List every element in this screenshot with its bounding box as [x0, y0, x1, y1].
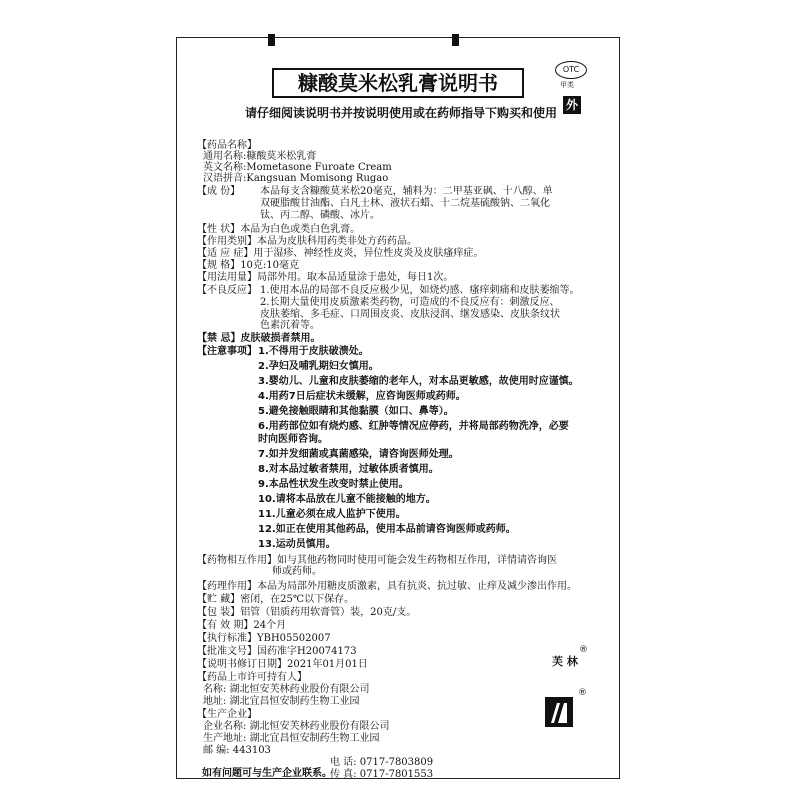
precaution-item: 8.对本品过敏者禁用，过敏体质者慎用。 — [258, 464, 439, 475]
external-use-mark: 外 — [563, 96, 581, 114]
composition-line: 双硬脂酸甘油酯、白凡士林、液状石蜡、十二烷基硫酸钠、二氧化 — [260, 198, 550, 209]
manufacturer-fax-row: 传 真: 0717-7801553 — [330, 769, 434, 780]
section-interaction: 【药物相互作用】如与其他药物同时使用可能会发生药物相互作用，详情请咨询医 — [197, 555, 557, 566]
precaution-item: 时向医师咨询。 — [258, 434, 328, 445]
adverse-line: 色素沉着等。 — [260, 320, 320, 331]
precaution-item: 10.请将本品放在儿童不能接触的地方。 — [258, 494, 436, 505]
english-name-row: 英文名称:Mometasone Furoate Cream — [203, 162, 392, 173]
section-package: 【包 装】铝管（铝质药用软膏管）装，20克/支。 — [197, 607, 417, 618]
pinyin-name-row: 汉语拼音:Kangsuan Momisong Rugao — [203, 173, 389, 184]
section-composition: 【成 份】 — [197, 186, 241, 197]
section-storage: 【贮 藏】密闭，在25℃以下保存。 — [197, 594, 355, 605]
section-properties: 【性 状】本品为白色或类白色乳膏。 — [197, 224, 361, 235]
document-subtitle: 请仔细阅读说明书并按说明使用或在药师指导下购买和使用 — [244, 106, 557, 120]
section-adverse: 【不良反应】 — [197, 285, 257, 296]
adverse-line: 皮肤萎缩、多毛症、口周围皮炎、皮肤浸润、继发感染、皮肤条纹状 — [260, 309, 560, 320]
section-contraindication: 【禁 忌】皮肤破损者禁用。 — [197, 333, 321, 344]
section-mah: 【药品上市许可持有人】 — [197, 672, 307, 683]
brand-registered-mark: ® — [579, 645, 588, 655]
otc-badge: OTC — [555, 61, 587, 79]
manufacturer-phone-row: 电 话: 0717-7803809 — [330, 757, 434, 768]
interaction-line: 师或药师。 — [272, 566, 322, 577]
section-drug-name: 【药品名称】 — [197, 140, 257, 151]
section-validity: 【有 效 期】24个月 — [197, 620, 287, 631]
otc-class: 甲类 — [560, 81, 574, 89]
top-notch-right — [452, 34, 459, 46]
precaution-item: 12.如正在使用其他药品，使用本品前请咨询医师或药师。 — [258, 524, 516, 535]
document-title: 糠酸莫米松乳膏说明书 — [272, 68, 524, 98]
precaution-item: 2.孕妇及哺乳期妇女慎用。 — [258, 361, 379, 372]
precaution-item: 1.不得用于皮肤破溃处。 — [258, 346, 369, 357]
precaution-item: 9.本品性状发生改变时禁止使用。 — [258, 479, 409, 490]
footer-contact-note: 如有问题可与生产企业联系。 — [202, 768, 332, 779]
section-indication: 【适 应 症】用于湿疹、神经性皮炎，异位性皮炎及皮肤瘙痒症。 — [197, 248, 484, 259]
section-revision-date: 【说明书修订日期】2021年01月01日 — [197, 659, 368, 670]
precaution-item: 5.避免接触眼睛和其他黏膜（如口、鼻等）。 — [258, 406, 454, 417]
section-spec: 【规 格】10克:10毫克 — [197, 260, 300, 271]
composition-line: 钛、丙二醇、磷酸、冰片。 — [260, 210, 380, 221]
manufacturer-postcode-row: 邮 编: 443103 — [203, 745, 271, 756]
section-dosage: 【用法用量】局部外用。取本品适量涂于患处，每日1次。 — [197, 272, 454, 283]
composition-line: 本品每支含糠酸莫米松20毫克，辅料为：二甲基亚砜、十八醇、单 — [260, 186, 553, 197]
precaution-item: 11.儿童必须在成人监护下使用。 — [258, 509, 406, 520]
precaution-item: 4.用药7日后症状未缓解，应咨询医师或药师。 — [258, 391, 466, 402]
manufacturer-address-row: 生产地址: 湖北宜昌恒安制药生物工业园 — [203, 733, 380, 744]
section-pharmacology: 【药理作用】本品为局部外用糖皮质激素，具有抗炎、抗过敏、止痒及减少渗出作用。 — [197, 581, 577, 592]
precaution-item: 6.用药部位如有烧灼感、红肿等情况应停药，并将局部药物洗净，必要 — [258, 421, 569, 432]
section-manufacturer: 【生产企业】 — [197, 709, 257, 720]
section-approval: 【批准文号】国药准字H20074173 — [197, 646, 357, 657]
generic-name-row: 通用名称:糠酸莫米松乳膏 — [203, 151, 317, 162]
mah-name-row: 名称: 湖北恒安芙林药业股份有限公司 — [203, 684, 370, 695]
company-logo-icon — [545, 697, 573, 727]
logo-registered-mark: ® — [578, 688, 587, 698]
precaution-item: 7.如并发细菌或真菌感染，请咨询医师处理。 — [258, 449, 459, 460]
adverse-line: 2.长期大量使用皮质激素类药物，可造成的不良反应有：刺激反应、 — [260, 297, 560, 308]
mah-address-row: 地址: 湖北宜昌恒安制药生物工业园 — [203, 696, 360, 707]
adverse-line: 1.使用本品的局部不良反应极少见，如烧灼感、瘙痒刺痛和皮肤萎缩等。 — [260, 285, 580, 296]
precaution-item: 13.运动员慎用。 — [258, 539, 336, 550]
precaution-item: 3.婴幼儿、儿童和皮肤萎缩的老年人，对本品更敏感，故使用时应谨慎。 — [258, 376, 579, 387]
section-precautions: 【注意事项】 — [197, 346, 257, 357]
section-standard: 【执行标准】YBH05502007 — [197, 633, 331, 644]
section-category: 【作用类别】本品为皮肤科用药类非处方药药品。 — [197, 236, 417, 247]
top-notch-left — [268, 34, 275, 46]
brand-name: 芙 林 — [552, 655, 578, 668]
manufacturer-company-row: 企业名称: 湖北恒安芙林药业股份有限公司 — [203, 721, 390, 732]
